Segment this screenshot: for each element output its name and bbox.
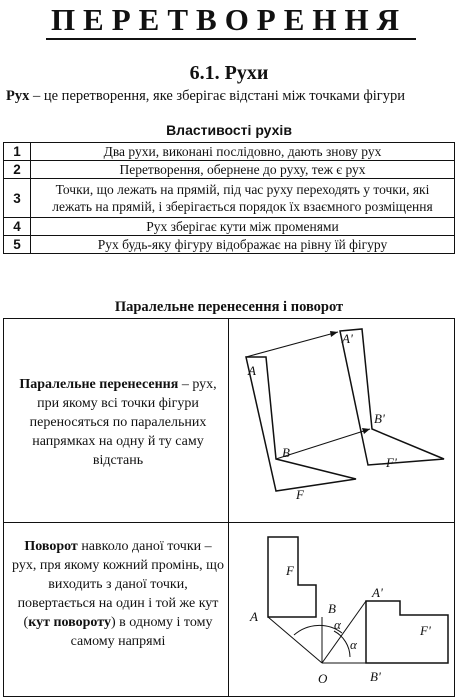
properties-table bbox=[3, 142, 455, 254]
label-F-prime: F' bbox=[420, 623, 431, 638]
figure-F bbox=[246, 357, 356, 491]
ray-OA bbox=[268, 617, 322, 663]
arrow-head-icon bbox=[330, 331, 338, 337]
rotation-text-2: ) в одному і тому самому напрямі bbox=[70, 615, 213, 649]
table-row bbox=[4, 218, 455, 236]
row-number: 2 bbox=[4, 161, 31, 179]
label-alpha: α bbox=[350, 637, 357, 652]
translation-panel bbox=[3, 318, 455, 523]
translation-text: – рух, при якому всі точки фігури переносяться по паралельних напрямках на одну й ту саму відстань bbox=[29, 377, 217, 468]
label-B: B bbox=[282, 445, 290, 460]
table-row bbox=[4, 179, 455, 218]
rotation-description bbox=[12, 537, 224, 651]
label-B-prime: B' bbox=[374, 411, 385, 426]
label-F: F bbox=[286, 563, 294, 578]
label-alpha: α bbox=[334, 617, 341, 632]
table-row bbox=[4, 161, 455, 179]
properties-caption: Властивості рухів bbox=[166, 122, 292, 138]
section-title: 6.1. Рухи bbox=[189, 62, 269, 84]
label-F-prime: F' bbox=[386, 455, 397, 470]
row-number: 5 bbox=[4, 236, 31, 254]
label-A-prime: A' bbox=[372, 585, 383, 600]
page-title: ПЕРЕТВОРЕННЯ bbox=[50, 2, 408, 37]
row-number: 4 bbox=[4, 218, 31, 236]
vector-A-A-prime bbox=[246, 332, 338, 357]
row-text: Рух зберігає кути між променями bbox=[31, 218, 455, 236]
table-row bbox=[4, 236, 455, 254]
row-text: Два рухи, виконані послідовно, дають знову рух bbox=[31, 143, 455, 161]
translation-term: Паралельне перенесення bbox=[19, 377, 179, 392]
label-A: A bbox=[248, 363, 256, 378]
arrow-head-icon bbox=[362, 428, 370, 434]
definition-text: – це перетворення, яке зберігає відстані між точками фігури bbox=[29, 88, 405, 104]
row-number: 1 bbox=[4, 143, 31, 161]
rotation-diagram bbox=[230, 523, 454, 696]
figure-F-prime bbox=[366, 601, 448, 663]
row-text: Рух будь-яку фігуру відображає на рівну їй фігуру bbox=[31, 236, 455, 254]
definition-term: Рух bbox=[6, 88, 30, 104]
row-text: Перетворення, обернене до руху, теж є рух bbox=[31, 161, 455, 179]
translation-diagram bbox=[230, 319, 454, 522]
transfer-caption: Паралельне перенесення і поворот bbox=[114, 299, 344, 315]
rotation-panel bbox=[3, 522, 455, 697]
figure-F-prime bbox=[340, 329, 444, 465]
label-O: O bbox=[318, 671, 328, 686]
translation-description bbox=[12, 375, 224, 470]
table-row bbox=[4, 143, 455, 161]
title-underline bbox=[46, 38, 416, 40]
row-text: Точки, що лежать на прямій, під час руху переходять у точки, які лежать на прямій, і зберігається порядок їх взаємного розміщення bbox=[31, 179, 455, 218]
vector-B-B-prime bbox=[276, 429, 370, 459]
label-A-prime: A' bbox=[342, 331, 353, 346]
row-number: 3 bbox=[4, 179, 31, 218]
label-A: A bbox=[250, 609, 258, 624]
label-B: B bbox=[328, 601, 336, 616]
label-B-prime: B' bbox=[370, 669, 381, 684]
label-F: F bbox=[296, 487, 304, 502]
rotation-text-1: навколо даної точки – рух, пря якому кожний промінь, що виходить з даної точки, повертається на один і той же кут ( bbox=[12, 539, 224, 630]
rotation-angle-term: кут повороту bbox=[28, 615, 111, 630]
motion-definition bbox=[6, 88, 456, 105]
rotation-term: Поворот bbox=[24, 539, 78, 554]
